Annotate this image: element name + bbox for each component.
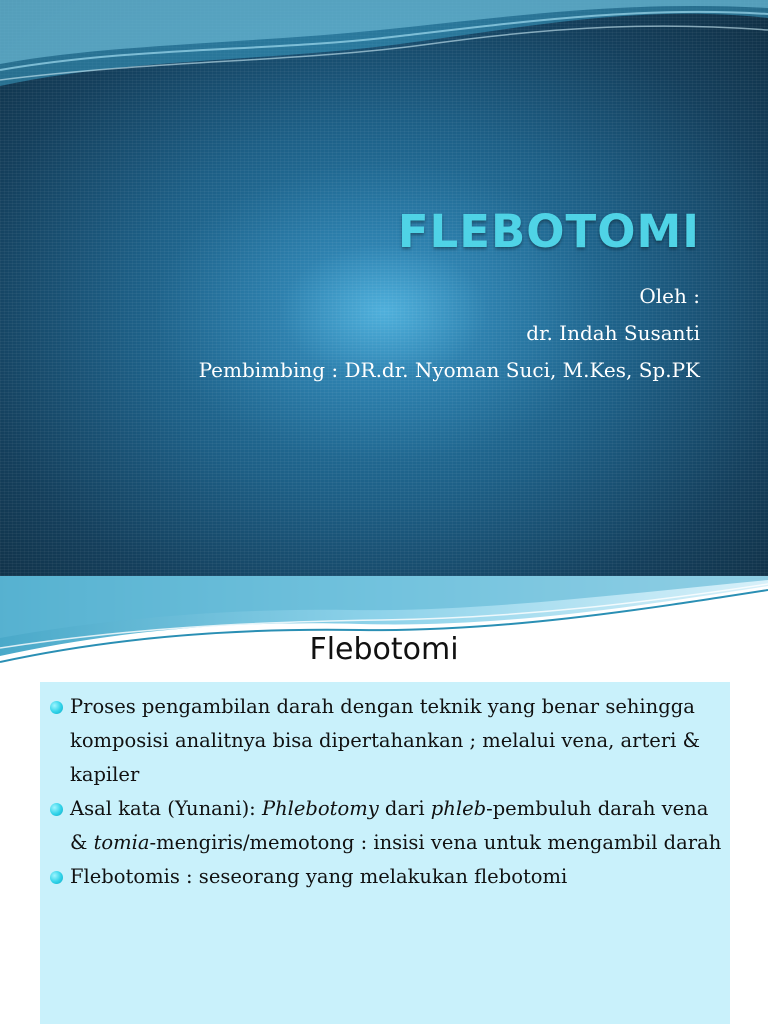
supervisor-line: Pembimbing : DR.dr. Nyoman Suci, M.Kes, Sp.PK [198,358,700,382]
bullet-text: Flebotomis : seseorang yang melakukan flebotomi [70,865,568,888]
slide-title: FLEBOTOMI [397,205,700,258]
bullet-text-part: dari [378,797,431,820]
subtitle-by-label: Oleh : [639,284,700,308]
bullet-text-part: Asal kata (Yunani): [70,797,262,820]
bullet-dot-icon [50,871,63,884]
bullet-text-part: -pembuluh darah vena & [70,797,709,854]
content-slide [0,576,768,1024]
bullet-italic-term: Phlebotomy [261,797,379,820]
bullet-item [48,860,722,894]
author-name: dr. Indah Susanti [526,321,700,345]
top-wave-decoration [0,0,768,110]
bullet-dot-icon [50,803,63,816]
bullet-text-part: -mengiris/memotong : insisi vena untuk mengambil darah [149,831,722,854]
subtitle-block [199,278,700,389]
bullet-list [40,682,730,894]
bullet-italic-term: phleb [430,797,487,820]
slide-heading: Flebotomi [309,632,459,667]
bullet-italic-term: tomia [93,831,150,854]
bullet-item [48,792,722,860]
bullet-text: Proses pengambilan darah dengan teknik yang benar sehingga komposisi analitnya bisa dipertahankan ; melalui vena, arteri & kapiler [70,695,700,786]
content-box [40,682,730,1024]
bullet-item [48,690,722,792]
bullet-dot-icon [50,701,63,714]
